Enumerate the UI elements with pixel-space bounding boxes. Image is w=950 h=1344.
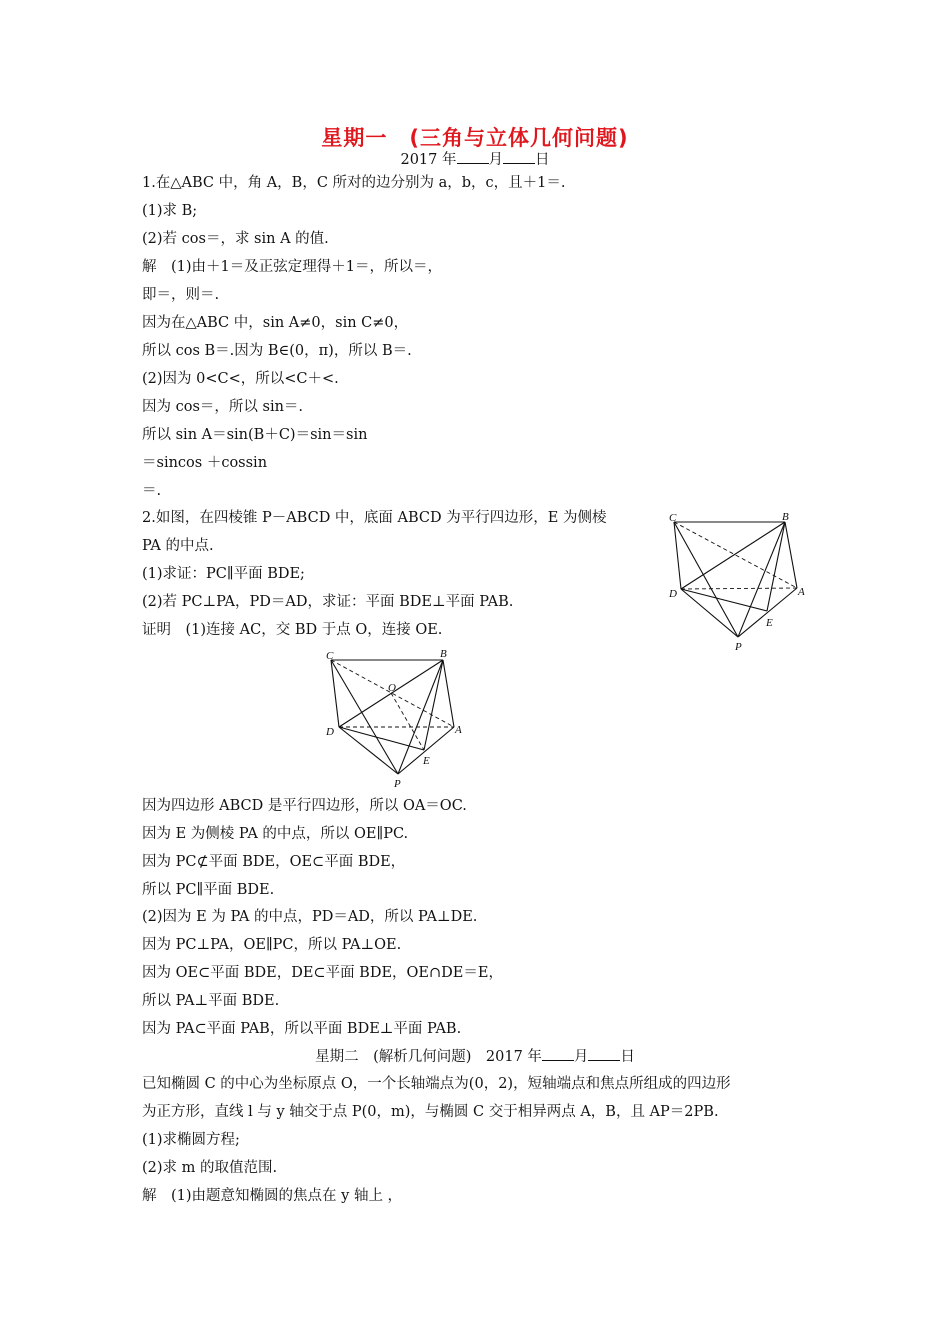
text-line: 解 (1)由题意知椭圆的焦点在 y 轴上 ， — [142, 1188, 403, 1204]
section-heading: 星期二 (解析几何问题) 2017 年 — [315, 1049, 542, 1065]
vertex-label: A — [798, 586, 805, 598]
text-line: (1)求证：PC∥平面 BDE; — [142, 566, 305, 582]
date-day: 日 — [535, 152, 550, 168]
text-line: 已知椭圆 C 的中心为坐标原点 O，一个长轴端点为(0，2)，短轴端点和焦点所组成的四边形 — [142, 1076, 731, 1092]
text-line: 即＝，则＝. — [142, 287, 220, 303]
text-line: 证明 (1)连接 AC，交 BD 于点 O，连接 OE. — [142, 622, 443, 638]
text-line: 因为 cos＝，所以 sin＝. — [142, 399, 304, 415]
text-line: (2)因为 E 为 PA 的中点，PD＝AD，所以 PA⊥DE. — [142, 909, 478, 925]
date-month: 月 — [488, 152, 503, 168]
text-line: 因为 OE⊂平面 BDE，DE⊂平面 BDE，OE∩DE＝E， — [142, 965, 503, 981]
vertex-label: P — [394, 778, 401, 790]
date-year: 2017 年 — [400, 152, 457, 168]
vertex-label: A — [455, 724, 462, 736]
vertex-label: D — [326, 726, 334, 738]
text-line: 因为 PC⊥PA，OE∥PC，所以 PA⊥OE. — [142, 937, 402, 953]
text-line: (2)求 m 的取值范围. — [142, 1160, 278, 1176]
vertex-label: D — [669, 588, 677, 600]
vertex-label: C — [326, 650, 334, 662]
text-line: 所以 PC∥平面 BDE. — [142, 882, 275, 898]
text-line: 2.如图，在四棱锥 P－ABCD 中，底面 ABCD 为平行四边形，E 为侧棱 — [142, 510, 607, 526]
text-line: (2)若 PC⊥PA，PD＝AD，求证：平面 BDE⊥平面 PAB. — [142, 594, 514, 610]
text-line: 因为 E 为侧棱 PA 的中点，所以 OE∥PC. — [142, 826, 409, 842]
vertex-label: B — [782, 511, 789, 523]
date-month-blank — [542, 1046, 574, 1061]
vertex-label: O — [388, 682, 396, 694]
vertex-label: E — [766, 617, 773, 629]
date-month: 月 — [573, 1049, 589, 1065]
page-title: 星期一 (三角与立体几何问题) — [321, 126, 629, 150]
text-line: 因为 PC⊄平面 BDE，OE⊂平面 BDE， — [142, 854, 406, 870]
date-day-blank — [588, 1046, 620, 1061]
text-line: 解 (1)由＋1＝及正弦定理得＋1＝，所以＝， — [142, 259, 442, 275]
vertex-label: B — [440, 648, 447, 660]
vertex-label: E — [423, 755, 430, 767]
text-line: 因为在△ABC 中，sin A≠0，sin C≠0， — [142, 315, 409, 331]
date-line-1 — [0, 149, 950, 170]
date-line-2 — [0, 1046, 950, 1067]
vertex-label: C — [669, 512, 677, 524]
text-line: 1.在△ABC 中，角 A，B，C 所对的边分别为 a，b，c，且＋1＝. — [142, 175, 566, 191]
date-month-blank — [457, 149, 489, 164]
text-line: 因为四边形 ABCD 是平行四边形，所以 OA＝OC. — [142, 798, 467, 814]
text-line: (2)因为 0<C<，所以<C＋<. — [142, 371, 339, 387]
text-line: (1)求椭圆方程; — [142, 1132, 240, 1148]
text-line: (2)若 cos＝，求 sin A 的值. — [142, 231, 329, 247]
text-line: PA 的中点. — [142, 538, 214, 554]
date-day-blank — [503, 149, 535, 164]
pyramid-figure-2 — [322, 648, 472, 793]
text-line: 所以 PA⊥平面 BDE. — [142, 993, 280, 1009]
text-line: (1)求 B; — [142, 203, 198, 219]
text-line: 为正方形，直线 l 与 y 轴交于点 P(0，m)，与椭圆 C 交于相异两点 A，B，且 AP＝2PB. — [142, 1104, 719, 1120]
vertex-label: P — [735, 641, 742, 653]
date-day: 日 — [620, 1049, 635, 1065]
text-line: 所以 sin A＝sin(B＋C)＝sin＝sin — [142, 427, 368, 443]
text-line: ＝. — [142, 483, 162, 499]
text-line: 所以 cos B＝.因为 B∈(0，π)，所以 B＝. — [142, 343, 412, 359]
text-line: 因为 PA⊂平面 PAB，所以平面 BDE⊥平面 PAB. — [142, 1021, 462, 1037]
pyramid-figure-1 — [665, 508, 815, 653]
text-line: ＝sincos ＋cossin — [142, 455, 268, 471]
